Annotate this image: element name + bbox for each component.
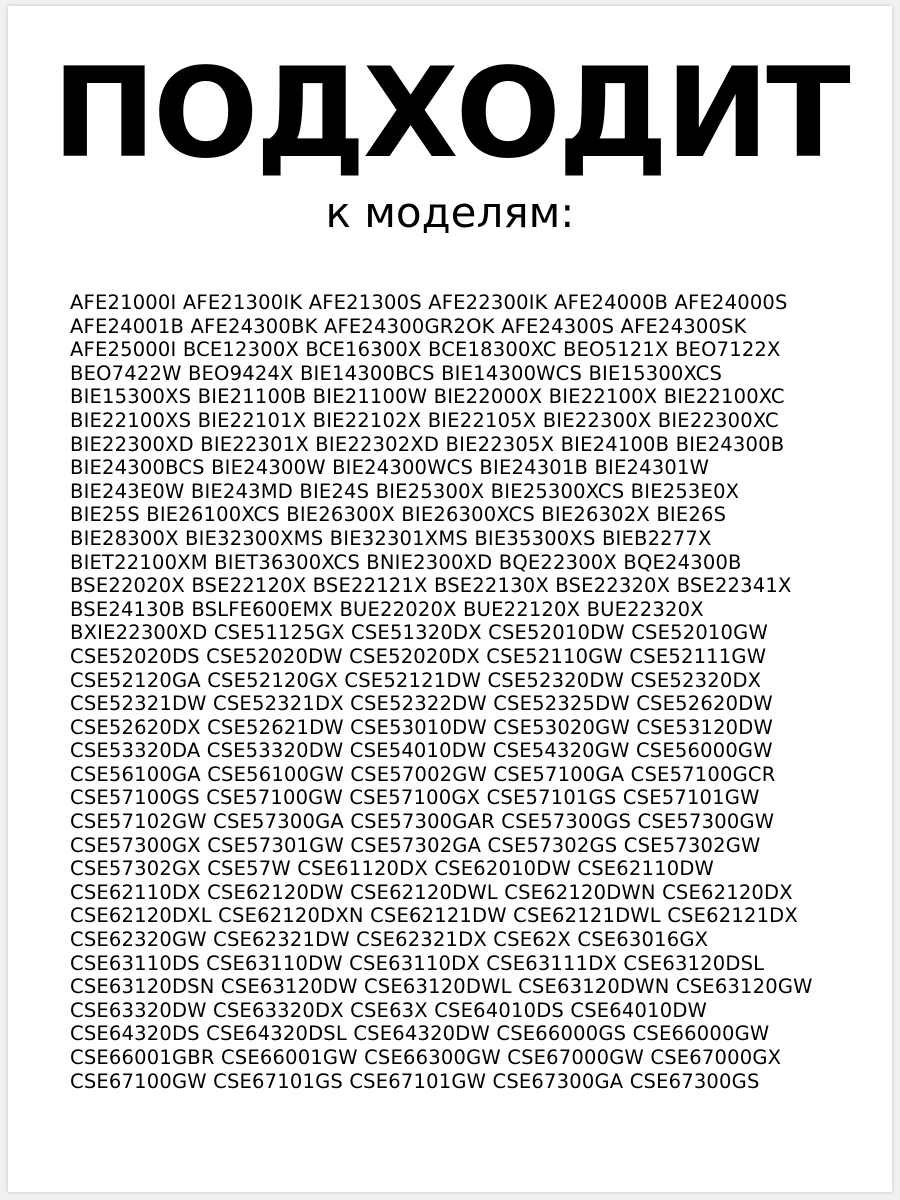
model-list-line: BIET22100XM BIET36300XCS BNIE2300XD BQE22300X BQE24300B — [70, 550, 742, 574]
model-list-line: CSE57100GS CSE57100GW CSE57100GX CSE57101GS CSE57101GW — [70, 786, 760, 810]
model-list-line: CSE63320DW CSE63320DX CSE63X CSE64010DS CSE64010DW — [70, 998, 708, 1022]
model-list-line: CSE64320DS CSE64320DSL CSE64320DW CSE66000GS CSE66000GW — [70, 1022, 770, 1046]
model-list-line: AFE24001B AFE24300BK AFE24300GR2OK AFE24300S AFE24300SK — [70, 314, 747, 338]
model-list-line: BIE22100XS BIE22101X BIE22102X BIE22105X BIE22300X BIE22300XC — [70, 408, 779, 432]
model-list-line: BSE24130B BSLFE600EMX BUE22020X BUE22120X BUE22320X — [70, 597, 704, 621]
model-list-line: BIE25S BIE26100XCS BIE26300X BIE26300XCS BIE26302X BIE26S — [70, 503, 727, 527]
model-list-line: BIE28300X BIE32300XMS BIE32301XMS BIE35300XS BIEB2277X — [70, 526, 712, 550]
model-list-line: CSE52321DW CSE52321DX CSE52322DW CSE52325DW CSE52620DW — [70, 692, 773, 716]
model-list-line: CSE52020DS CSE52020DW CSE52020DX CSE52110GW CSE52111GW — [70, 644, 767, 668]
model-list-line: CSE63110DS CSE63110DW CSE63110DX CSE63111DX CSE63120DSL — [70, 951, 765, 975]
model-list-line: CSE62320GW CSE62321DW CSE62321DX CSE62X CSE63016GX — [70, 928, 709, 952]
model-list-line: CSE63120DSN CSE63120DW CSE63120DWL CSE63120DWN CSE63120GW — [70, 975, 813, 999]
model-list-line: BXIE22300XD CSE51125GX CSE51320DX CSE52010DW CSE52010GW — [70, 621, 768, 645]
model-list-line: AFE25000I BCE12300X BCE16300X BCE18300XC BEO5121X BEO7122X — [70, 338, 781, 362]
model-list-line: BSE22020X BSE22120X BSE22121X BSE22130X BSE22320X BSE22341X — [70, 574, 792, 598]
model-list-line: BIE24300BCS BIE24300W BIE24300WCS BIE24301B BIE24301W — [70, 456, 710, 480]
model-list-line: CSE62110DX CSE62120DW CSE62120DWL CSE62120DWN CSE62120DX — [70, 880, 793, 904]
model-list-line: CSE62120DXL CSE62120DXN CSE62121DW CSE62121DWL CSE62121DX — [70, 904, 798, 928]
model-list-line: CSE56100GA CSE56100GW CSE57002GW CSE57100GA CSE57100GCR — [70, 762, 776, 786]
model-list-line: BIE22300XD BIE22301X BIE22302XD BIE22305X BIE24100B BIE24300B — [70, 432, 785, 456]
model-list-line: CSE53320DA CSE53320DW CSE54010DW CSE54320GW CSE56000GW — [70, 739, 773, 763]
model-list-line: CSE57302GX CSE57W CSE61120DX CSE62010DW CSE62110DW — [70, 857, 715, 881]
model-list-line: BIE243E0W BIE243MD BIE24S BIE25300X BIE25300XCS BIE253E0X — [70, 479, 740, 503]
model-list-line: CSE66001GBR CSE66001GW CSE66300GW CSE67000GW CSE67000GX — [70, 1046, 782, 1069]
model-list-line: CSE57102GW CSE57300GA CSE57300GAR CSE57300GS CSE57300GW — [70, 810, 775, 834]
page-subtitle: к моделям: — [325, 188, 575, 237]
document-page — [8, 6, 892, 1192]
model-list-line: BEO7422W BEO9424X BIE14300BCS BIE14300WCS BIE15300XCS — [70, 361, 723, 385]
model-list-line: AFE21000I AFE21300IK AFE21300S AFE22300IK AFE24000B AFE24000S — [70, 291, 788, 314]
model-list-line: CSE57300GX CSE57301GW CSE57302GA CSE57302GS CSE57302GW — [70, 833, 761, 857]
page-title: ПОДХОДИТ — [52, 42, 848, 186]
model-list — [70, 291, 882, 1093]
model-list-line: CSE52120GA CSE52120GX CSE52121DW CSE52320DW CSE52320DX — [70, 668, 762, 692]
model-list-line: CSE67100GW CSE67101GS CSE67101GW CSE67300GA CSE67300GS — [70, 1069, 760, 1093]
model-list-line: BIE15300XS BIE21100B BIE21100W BIE22000X BIE22100X BIE22100XC — [70, 385, 785, 409]
model-list-line: CSE52620DX CSE52621DW CSE53010DW CSE53020GW CSE53120DW — [70, 715, 773, 739]
